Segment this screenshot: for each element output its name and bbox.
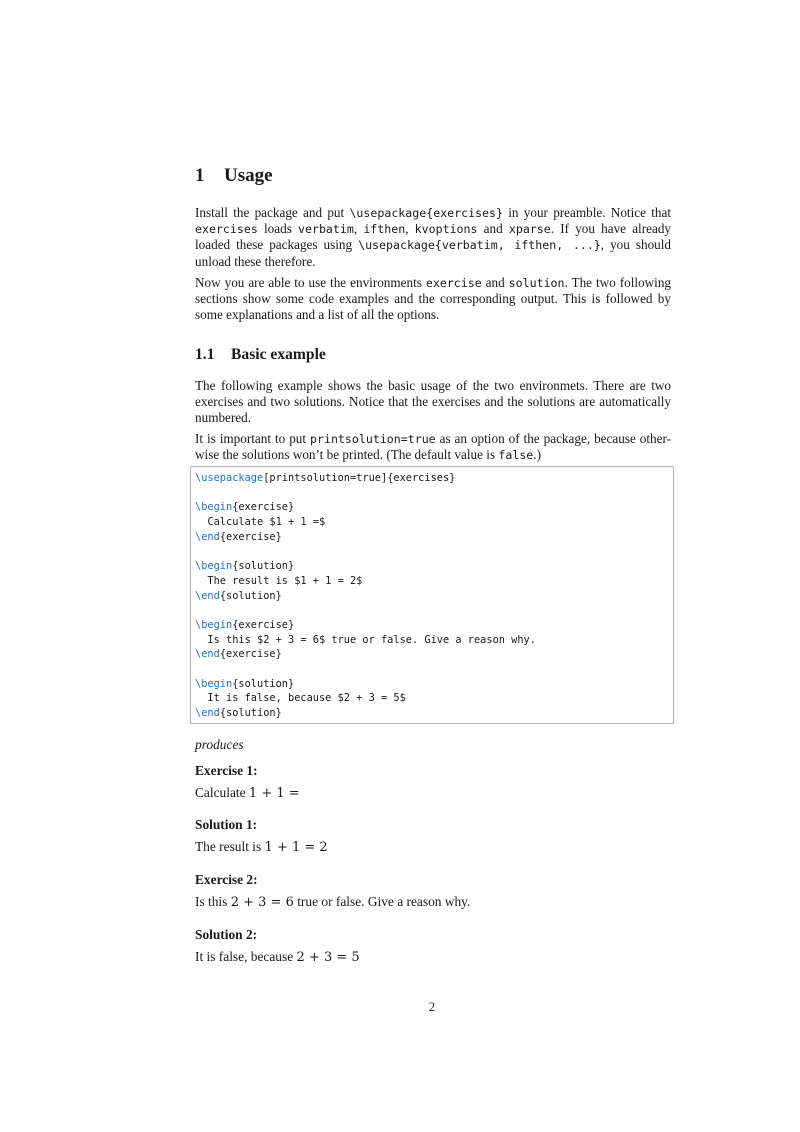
subsection-heading [195,346,326,364]
text: and [477,221,509,237]
exercise-2-label: Exercise 2: [195,872,258,887]
code-text: {solution} [219,589,282,602]
code-keyword: \end [195,589,220,602]
exercise-2-text [195,894,470,910]
text: . The two following sections show some code examples and the corresponding output. This is followed by some explanations and a list of all the options. [195,275,672,323]
basic-paragraph-1: The following example shows the basic usage of the two environmets. There are two exercises and two solutions. Notice that the exercises and the solutions are automatically numbered. [195,378,671,426]
inline-code: false [498,448,534,463]
code-listing [190,466,674,724]
code-line [195,544,673,559]
code-line [195,618,673,633]
code-keyword: \begin [195,501,233,514]
code-text: Calculate $1 + 1 =$ [195,516,326,529]
page-number: 2 [428,1000,436,1014]
code-keyword: \end [195,648,220,661]
code-text: {solution} [232,677,295,690]
code-line [195,530,673,545]
text: , [353,221,364,237]
code-keyword: \end [195,530,220,543]
math: 2 + 3 = 6 [230,895,294,910]
solution-1-text [195,839,328,855]
text: Install the package and put [195,205,350,220]
code-line [195,515,673,530]
code-line [195,603,673,618]
inline-code: \usepackage{verbatim, ifthen, ...} [358,238,601,253]
inline-code: printsolution=true [310,432,436,446]
code-line [195,559,673,574]
solution-1-label: Solution 1: [195,817,258,832]
code-text: {exercise} [232,618,295,631]
text: The result is [195,839,265,854]
inline-code: verbatim [298,222,354,237]
inline-code: kvoptions [414,222,478,237]
code-keyword: \begin [195,560,233,573]
code-line [195,471,673,486]
code-text: {exercise} [219,530,282,543]
math: 1 + 1 = [248,786,300,801]
section-heading [195,165,273,187]
code-line [195,574,673,589]
code-line [195,589,673,604]
text: as an option of the package, because other-wise the solutions won’t be printed. (The default value is [195,431,671,463]
text: , you should unload these therefore. [195,237,672,269]
inline-code: xparse [508,222,551,237]
text: .) [533,447,541,463]
code-text: {exercise} [232,501,295,514]
intro-paragraph-1 [195,205,671,270]
code-line [195,486,673,501]
text: Calculate [195,785,249,800]
code-text: [printsolution=true]{exercises} [263,472,456,484]
code-line [195,633,673,648]
code-text: Is this $2 + 3 = 6$ true or false. Give a reason why. [195,633,536,646]
text: . If you have already loaded these packages using [195,221,672,253]
code-keyword: \begin [195,677,233,690]
code-line [195,706,673,721]
exercise-1-text [195,785,300,801]
basic-paragraph-2 [195,431,671,463]
text: Now you are able to use the environments [195,275,426,290]
code-keyword: \begin [195,618,233,631]
text: true or false. Give a reason why. [293,894,471,909]
code-text: {exercise} [219,648,282,661]
code-text: {solution} [232,560,295,573]
inline-code: exercise [425,276,482,290]
text: loads [257,221,298,237]
code-line [195,691,673,706]
section-number: 1 [195,165,205,186]
math: 2 + 3 = 5 [296,950,360,965]
text: It is important to put [195,431,311,446]
exercise-1-label: Exercise 1: [195,763,258,778]
code-line [195,677,673,692]
subsection-title: Basic example [231,346,326,363]
subsection-number: 1.1 [195,346,215,363]
intro-paragraph-2 [195,275,671,324]
text: in your preamble. Notice that [503,205,671,220]
code-line [195,647,673,662]
code-keyword: \end [195,707,220,719]
code-line [195,662,673,677]
section-title: Usage [224,165,273,186]
code-text: {solution} [219,707,282,719]
text: and [481,275,509,290]
inline-code: ifthen [363,222,406,237]
produces-label: produces [195,737,244,752]
inline-code: solution [508,276,565,290]
text: Is this [195,894,231,909]
code-text: It is false, because $2 + 3 = 5$ [195,692,406,705]
text: , [405,221,415,237]
code-text: The result is $1 + 1 = 2$ [195,574,363,587]
math: 1 + 1 = 2 [264,840,328,855]
solution-2-label: Solution 2: [195,927,258,942]
inline-code: \usepackage{exercises} [349,206,503,220]
text: It is false, because [195,949,297,964]
code-line [195,500,673,515]
inline-code: exercises [195,222,258,237]
solution-2-text [195,949,360,965]
code-keyword: \usepackage [195,472,264,484]
